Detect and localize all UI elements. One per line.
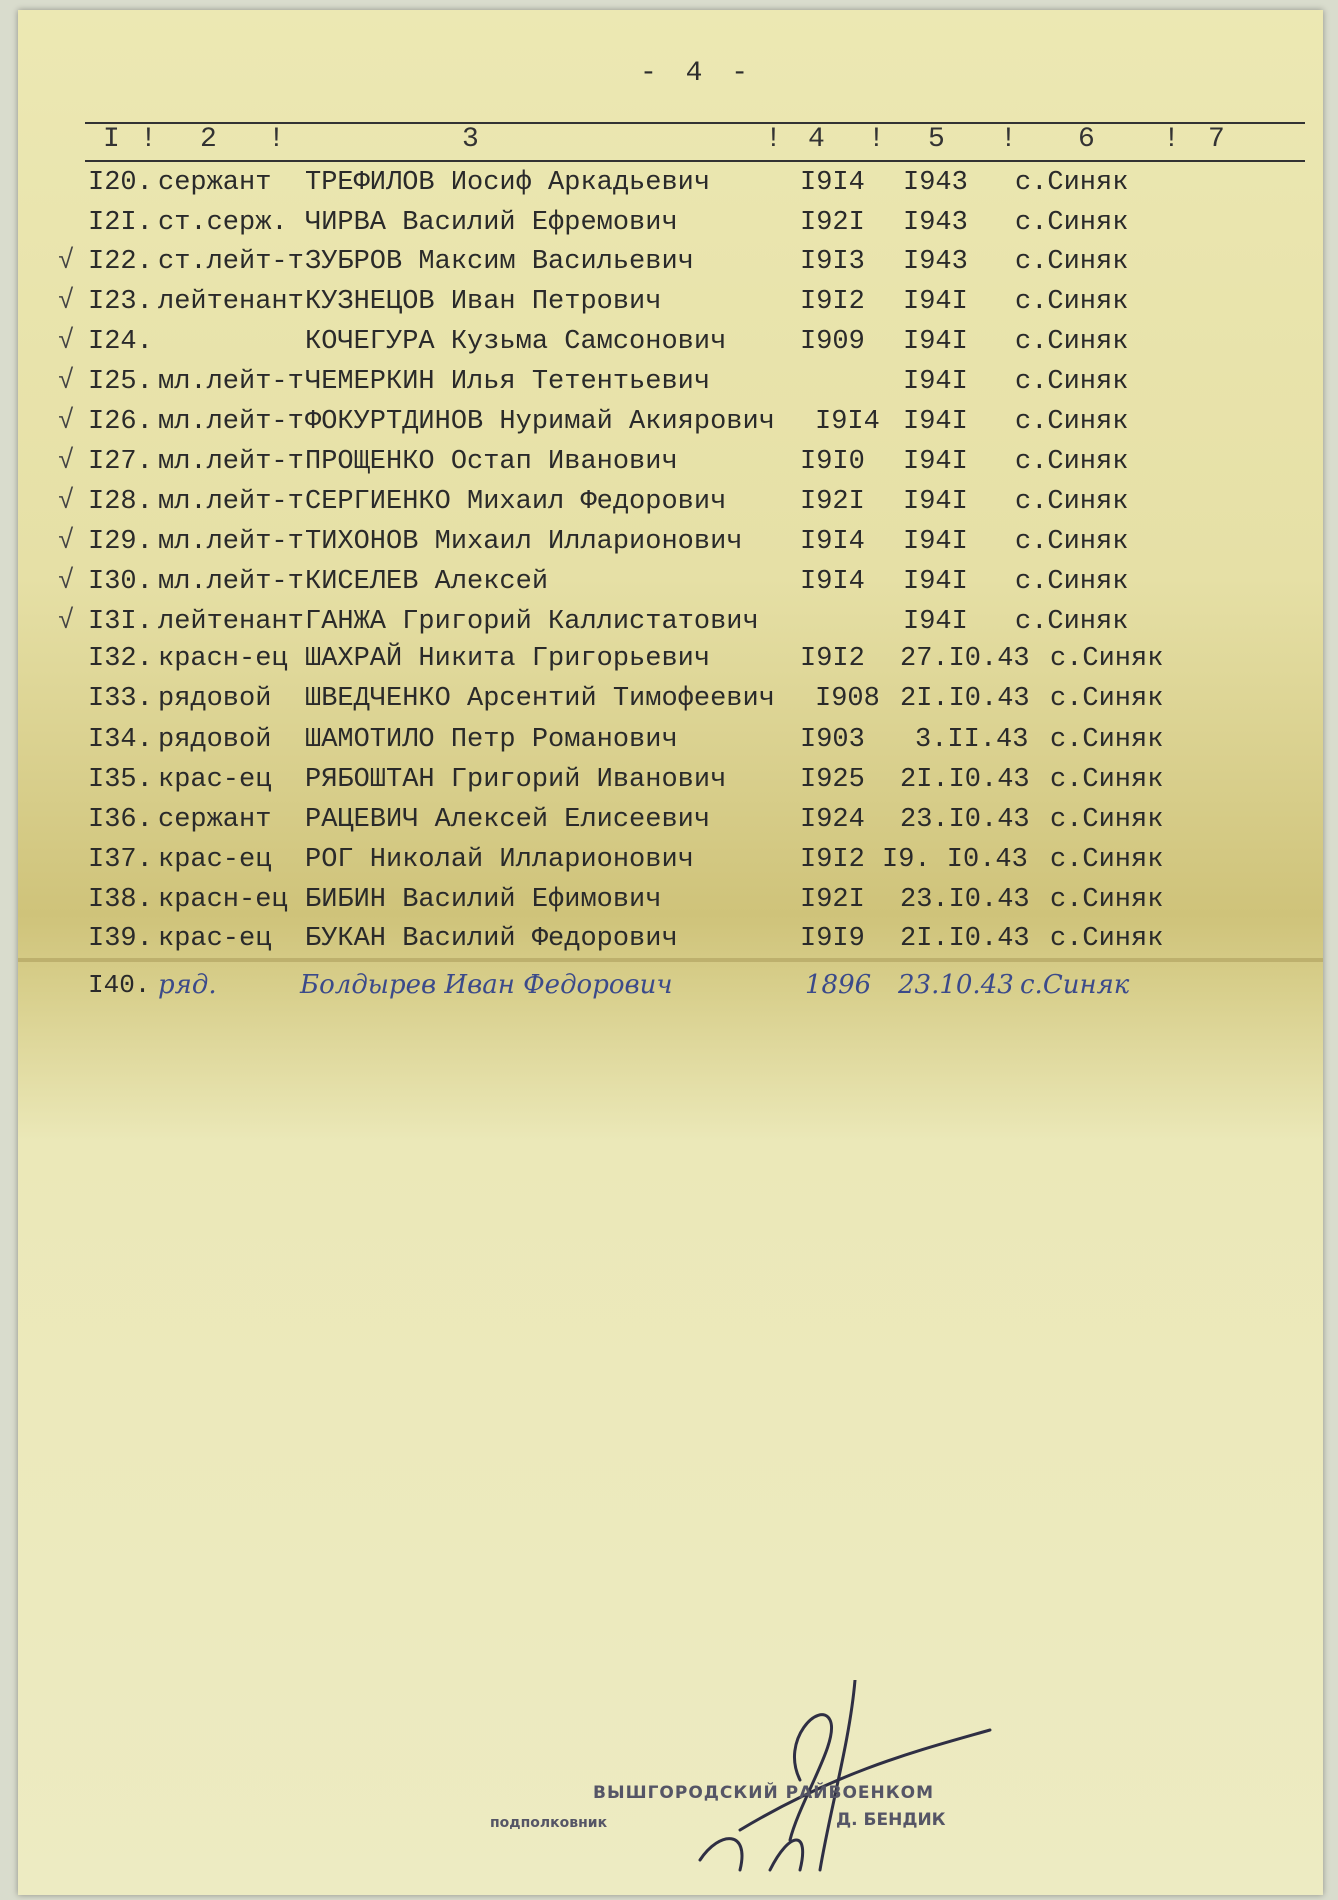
death-date: I943: [903, 247, 968, 277]
birth-year: I903: [800, 725, 865, 755]
birth-year: 1896: [805, 970, 872, 1000]
check-mark: √: [58, 407, 75, 437]
rank: красн-ец: [158, 644, 288, 674]
table-row: [0, 567, 1300, 607]
full-name: КУЗНЕЦОВ Иван Петрович: [305, 287, 662, 317]
death-date: I94I: [903, 327, 968, 357]
row-number: I35.: [88, 765, 153, 795]
header-col-5: 5: [928, 124, 945, 155]
death-date: 23.10.43: [898, 970, 1014, 1000]
burial-place: с.Синяк: [1050, 765, 1164, 795]
table-row: [0, 885, 1300, 925]
table-row: [0, 765, 1300, 805]
birth-year: I92I: [800, 208, 865, 238]
full-name: БИБИН Василий Ефимович: [305, 885, 662, 915]
check-mark: √: [58, 607, 75, 637]
burial-place: с.Синяк: [1050, 684, 1164, 714]
row-number: I26.: [88, 407, 153, 437]
burial-place: с.Синяк: [1050, 725, 1164, 755]
header-sep: !: [268, 124, 285, 155]
birth-year: I9I2: [800, 287, 865, 317]
table-row: [0, 644, 1300, 684]
row-number: I25.: [88, 367, 153, 397]
rank: мл.лейт-т: [158, 527, 304, 557]
full-name: РАЦЕВИЧ Алексей Елисеевич: [305, 805, 711, 835]
header-bottom-rule: [85, 160, 1305, 162]
header-col-2: 2: [200, 124, 217, 155]
row-number: I34.: [88, 725, 153, 755]
row-number: I20.: [88, 168, 153, 198]
death-date: 2I.I0.43: [900, 684, 1030, 714]
death-date: 3.II.43: [915, 725, 1029, 755]
row-number: I2I.: [88, 208, 153, 238]
full-name: ШВЕДЧЕНКО Арсентий Тимофеевич: [305, 684, 775, 714]
burial-place: с.Синяк: [1050, 805, 1164, 835]
row-number: I27.: [88, 447, 153, 477]
row-number: I24.: [88, 327, 153, 357]
full-name: ЧИРВА Василий Ефремович: [305, 208, 678, 238]
death-date: I9. I0.43: [882, 845, 1028, 875]
check-mark: √: [58, 567, 75, 597]
row-number: I23.: [88, 287, 153, 317]
header-col-3: 3: [462, 124, 479, 155]
birth-year: I92I: [800, 885, 865, 915]
check-mark: √: [58, 527, 75, 557]
header-sep: !: [765, 124, 782, 155]
row-number: I39.: [88, 924, 153, 954]
birth-year: I9I4: [815, 407, 880, 437]
header-col-4: 4: [808, 124, 825, 155]
death-date: I94I: [903, 527, 968, 557]
burial-place: с.Синяк: [1015, 407, 1129, 437]
full-name: ШАХРАЙ Никита Григорьевич: [305, 644, 711, 674]
burial-place: с.Синяк: [1050, 885, 1164, 915]
header-col-7: 7: [1208, 124, 1225, 155]
death-date: I94I: [903, 487, 968, 517]
handwritten-row: [0, 970, 1300, 1010]
death-date: I94I: [903, 287, 968, 317]
row-number: I40.: [88, 970, 151, 1000]
row-number: I30.: [88, 567, 153, 597]
full-name: ЗУБРОВ Максим Васильевич: [305, 247, 694, 277]
table-row: [0, 447, 1300, 487]
birth-year: I909: [800, 327, 865, 357]
table-row: [0, 168, 1300, 208]
row-number: I29.: [88, 527, 153, 557]
burial-place: с.Синяк: [1050, 845, 1164, 875]
birth-year: I9I9: [800, 924, 865, 954]
birth-year: I9I4: [800, 567, 865, 597]
death-date: I94I: [903, 567, 968, 597]
check-mark: √: [58, 287, 75, 317]
rank: ст.лейт-т: [158, 247, 304, 277]
table-row: [0, 725, 1300, 765]
burial-place: с.Синяк: [1015, 287, 1129, 317]
table-row: [0, 367, 1300, 407]
table-row: [0, 924, 1300, 964]
full-name: ПРОЩЕНКО Остап Иванович: [305, 447, 678, 477]
rank: красн-ец: [158, 885, 288, 915]
burial-place: с.Синяк: [1015, 168, 1129, 198]
rank: мл.лейт-т: [158, 487, 304, 517]
burial-place: с.Синяк: [1020, 970, 1130, 1000]
full-name: ФОКУРТДИНОВ Нуримай Акиярович: [305, 407, 775, 437]
table-row: [0, 327, 1300, 367]
death-date: 27.I0.43: [900, 644, 1030, 674]
burial-place: с.Синяк: [1050, 924, 1164, 954]
birth-year: I9I4: [800, 527, 865, 557]
rank: крас-ец: [158, 845, 272, 875]
full-name: РОГ Николай Илларионович: [305, 845, 694, 875]
rank: лейтенант: [158, 607, 304, 637]
rank: мл.лейт-т: [158, 407, 304, 437]
header-sep: !: [868, 124, 885, 155]
full-name: Болдырев Иван Федорович: [300, 970, 673, 1000]
burial-place: с.Синяк: [1015, 567, 1129, 597]
rank: мл.лейт-т: [158, 367, 304, 397]
row-number: I38.: [88, 885, 153, 915]
death-date: I94I: [903, 367, 968, 397]
birth-year: I92I: [800, 487, 865, 517]
burial-place: с.Синяк: [1015, 447, 1129, 477]
death-date: I943: [903, 168, 968, 198]
rank: сержант: [158, 168, 272, 198]
row-number: I33.: [88, 684, 153, 714]
full-name: СЕРГИЕНКО Михаил Федорович: [305, 487, 727, 517]
rank: рядовой: [158, 725, 272, 755]
table-row: [0, 684, 1300, 724]
table-row: [0, 805, 1300, 845]
full-name: РЯБОШТАН Григорий Иванович: [305, 765, 727, 795]
birth-year: I925: [800, 765, 865, 795]
rank: мл.лейт-т: [158, 567, 304, 597]
rank: сержант: [158, 805, 272, 835]
full-name: КИСЕЛЕВ Алексей: [305, 567, 549, 597]
table-row: [0, 287, 1300, 327]
full-name: КОЧЕГУРА Кузьма Самсонович: [305, 327, 727, 357]
row-number: I32.: [88, 644, 153, 674]
rank: ряд.: [158, 970, 217, 1000]
header-sep: !: [1000, 124, 1017, 155]
full-name: ШАМОТИЛО Петр Романович: [305, 725, 678, 755]
death-date: 23.I0.43: [900, 885, 1030, 915]
check-mark: √: [58, 447, 75, 477]
birth-year: I924: [800, 805, 865, 835]
rank: лейтенант: [158, 287, 304, 317]
rank: мл.лейт-т: [158, 447, 304, 477]
death-date: 23.I0.43: [900, 805, 1030, 835]
rank: ст.серж.: [158, 208, 288, 238]
death-date: I94I: [903, 407, 968, 437]
birth-year: I9I3: [800, 247, 865, 277]
table-row: [0, 487, 1300, 527]
burial-place: с.Синяк: [1050, 644, 1164, 674]
row-number: I28.: [88, 487, 153, 517]
header-col-1: I: [103, 124, 120, 155]
table-row: [0, 527, 1300, 567]
death-date: I94I: [903, 607, 968, 637]
table-row: [0, 607, 1300, 647]
death-date: 2I.I0.43: [900, 765, 1030, 795]
row-number: I3I.: [88, 607, 153, 637]
burial-place: с.Синяк: [1015, 527, 1129, 557]
row-number: I37.: [88, 845, 153, 875]
header-sep: !: [140, 124, 157, 155]
signer-rank: подполковник: [490, 1815, 608, 1831]
check-mark: √: [58, 367, 75, 397]
check-mark: √: [58, 247, 75, 277]
burial-place: с.Синяк: [1015, 487, 1129, 517]
signer-name: Д. БЕНДИК: [836, 1810, 946, 1830]
death-date: I943: [903, 208, 968, 238]
birth-year: I9I2: [800, 644, 865, 674]
header-sep: !: [1163, 124, 1180, 155]
office-stamp: ВЫШГОРОДСКИЙ РАЙВОЕНКОМ: [593, 1783, 935, 1803]
full-name: БУКАН Василий Федорович: [305, 924, 678, 954]
row-number: I36.: [88, 805, 153, 835]
full-name: ТРЕФИЛОВ Иосиф Аркадьевич: [305, 168, 711, 198]
death-date: I94I: [903, 447, 968, 477]
table-row: [0, 845, 1300, 885]
page-number: - 4 -: [640, 58, 755, 89]
signature-scribble: [680, 1680, 1000, 1880]
table-row: [0, 208, 1300, 248]
rank: рядовой: [158, 684, 272, 714]
birth-year: I9I0: [800, 447, 865, 477]
birth-year: I9I4: [800, 168, 865, 198]
header-col-6: 6: [1078, 124, 1095, 155]
rank: крас-ец: [158, 765, 272, 795]
check-mark: √: [58, 487, 75, 517]
death-date: 2I.I0.43: [900, 924, 1030, 954]
birth-year: I9I2: [800, 845, 865, 875]
full-name: ЧЕМЕРКИН Илья Тетентьевич: [305, 367, 711, 397]
burial-place: с.Синяк: [1015, 607, 1129, 637]
burial-place: с.Синяк: [1015, 208, 1129, 238]
birth-year: I908: [815, 684, 880, 714]
rank: крас-ец: [158, 924, 272, 954]
table-row: [0, 247, 1300, 287]
burial-place: с.Синяк: [1015, 367, 1129, 397]
row-number: I22.: [88, 247, 153, 277]
burial-place: с.Синяк: [1015, 327, 1129, 357]
burial-place: с.Синяк: [1015, 247, 1129, 277]
full-name: ТИХОНОВ Михаил Илларионович: [305, 527, 743, 557]
table-row: [0, 407, 1300, 447]
full-name: ГАНЖА Григорий Каллистатович: [305, 607, 759, 637]
check-mark: √: [58, 327, 75, 357]
